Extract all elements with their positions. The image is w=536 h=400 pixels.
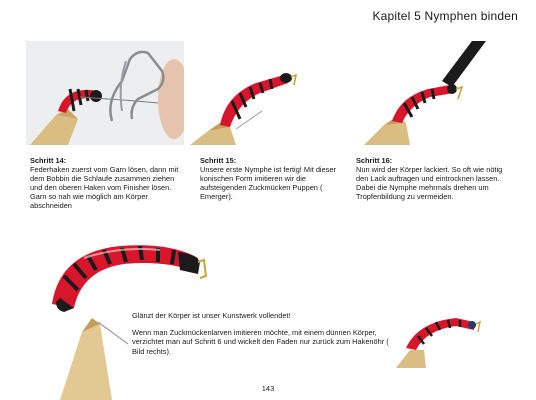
- step-16-text: [356, 156, 512, 201]
- step-14-title: Schritt 14:: [30, 156, 67, 165]
- step-15-body: Unsere erste Nymphe ist fertig! Mit dieser konischen Form imitieren wir die aufsteigenden Zuckmücken Puppen ( Emerger).: [200, 165, 336, 202]
- chapter-title: Kapitel 5 Nymphen binden: [372, 9, 518, 23]
- step-16-body: Nun wird der Körper lackiert. So oft wie nötig den Lack auftragen und eintrocknen lassen. Dabei die Nymphe mehrmals drehen um Tropfenbildung zu vermeiden.: [356, 165, 503, 202]
- caption-line-1: Glänzt der Körper ist unser Kunstwerk vollendet!: [132, 311, 291, 320]
- step-14-photo: [26, 41, 184, 145]
- step-14-body: Federhaken zuerst vom Garn lösen, dann mit dem Bobbin die Schlaufe zusammen ziehen und den oberen Haken vom Finisher lösen. Garn so nah wie möglich am Körper abschneiden: [30, 165, 179, 211]
- step-15-title: Schritt 15:: [200, 156, 237, 165]
- final-caption: [132, 311, 402, 364]
- larva-nymph-photo: [396, 300, 506, 368]
- step-15-photo: [190, 41, 348, 145]
- step-14-text: [30, 156, 186, 211]
- step-16-title: Schritt 16:: [356, 156, 393, 165]
- page-number: 143: [261, 384, 275, 393]
- step-16-photo: [354, 41, 512, 145]
- caption-line-2: Wenn man Zuckmückenlarven imitieren möchte, mit einem dünnen Körper, verzichtet man auf Schritt 6 und wickelt den Faden nur zurück zum Hakenöhr ( Bild rechts).: [132, 328, 389, 356]
- step-15-text: [200, 156, 342, 201]
